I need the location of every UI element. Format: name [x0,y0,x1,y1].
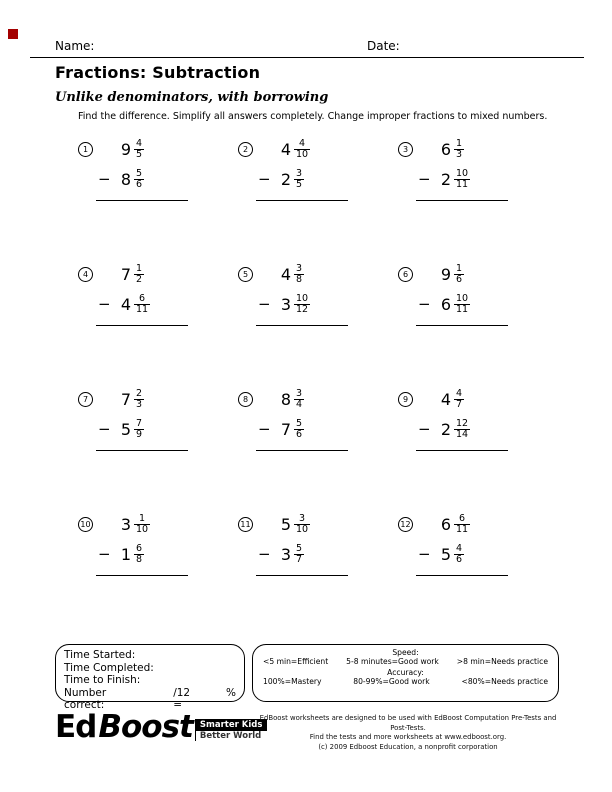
answer-line [96,325,188,326]
page-subtitle: Unlike denominators, with borrowing [55,90,329,105]
footer-note [258,714,558,752]
answer-line [416,325,508,326]
minuend-whole: 7 [120,264,131,284]
problems-grid [78,132,558,632]
subtrahend-whole: 1 [120,544,131,564]
minuend-whole: 6 [440,139,451,159]
subtrahend-fraction: $\frac{5}{7}$ [296,542,303,565]
subtrahend-whole: 5 [440,544,451,564]
minuend-fraction: $\frac{4}{10}$ [296,137,309,160]
subtrahend-whole: 5 [120,419,131,439]
minus-sign: − [98,170,111,188]
problem-work [418,382,558,451]
rubric-box [252,644,559,702]
problem-number-badge: 2 [238,142,253,157]
answer-line [256,200,348,201]
problem [78,382,238,507]
rubric-item: 80-99%=Good work [353,677,430,686]
subtrahend-whole: 7 [280,419,291,439]
subtrahend-fraction: $\frac{3}{5}$ [296,167,303,190]
answer-line [416,575,508,576]
minuend-fraction: $\frac{4}{5}$ [136,137,143,160]
minus-sign: − [418,170,431,188]
header-rule [30,57,584,58]
problem-work [258,507,398,576]
score-box [55,644,245,711]
problem-number-badge: 7 [78,392,93,407]
problem [238,132,398,257]
subtrahend-fraction: $\frac{10}{12}$ [296,292,309,315]
rubric-item: 5-8 minutes=Good work [346,657,439,666]
footer-note-line: Find the tests and more worksheets at www.edboost.org. [309,733,507,741]
score-lines [64,649,236,687]
problem [78,507,238,632]
minuend-fraction: $\frac{1}{10}$ [136,512,149,535]
instructions-text: Find the difference. Simplify all answers completely. Change improper fractions to mixed numbers. [78,111,548,122]
problem-number-badge: 10 [78,517,93,532]
number-correct-row [64,687,236,712]
problem-number-badge: 12 [398,517,413,532]
answer-line [256,575,348,576]
percent-label: % [226,686,236,699]
rubric-group [263,648,548,666]
problem [398,257,558,382]
rubric-item: <80%=Needs practice [461,677,548,686]
problem-work [418,507,558,576]
problem [398,132,558,257]
minuend-whole: 5 [280,514,291,534]
minuend-whole: 6 [440,514,451,534]
minus-sign: − [418,420,431,438]
score-line-label: Time Completed: [64,661,154,674]
subtrahend-whole: 4 [120,294,131,314]
minuend-fraction: $\frac{1}{3}$ [456,137,463,160]
problem-work [418,257,558,326]
minuend-fraction: $\frac{3}{8}$ [296,262,303,285]
minuend-fraction: $\frac{3}{4}$ [296,387,303,410]
problem [78,257,238,382]
problem-number-badge: 1 [78,142,93,157]
subtrahend-whole: 6 [440,294,451,314]
number-correct-label: Number correct: [64,686,107,711]
minuend-whole: 9 [440,264,451,284]
minuend-whole: 4 [280,264,291,284]
subtrahend-whole: 2 [440,169,451,189]
logo-boost-text: Boost [98,709,193,745]
problem-number-badge: 9 [398,392,413,407]
minuend-fraction: $\frac{1}{6}$ [456,262,463,285]
subtrahend-whole: 2 [280,169,291,189]
tagline-better-world: Better World [199,731,262,741]
minuend-whole: 4 [280,139,291,159]
logo-ed-text: Ed [55,709,97,745]
footer-note-line: (c) 2009 Edboost Education, a nonprofit corporation [318,742,498,751]
minuend-whole: 9 [120,139,131,159]
score-line-label: Time to Finish: [64,674,141,686]
minuend-whole: 8 [280,389,291,409]
problem-number-badge: 11 [238,517,253,532]
answer-line [256,325,348,326]
answer-line [256,450,348,451]
problem-work [258,132,398,201]
problem-number-badge: 6 [398,267,413,282]
subtrahend-whole: 3 [280,294,291,314]
logo-tagline [195,719,268,741]
answer-line [416,200,508,201]
problem [238,507,398,632]
subtrahend-fraction: $\frac{10}{11}$ [456,167,469,190]
problem-work [98,132,238,201]
problem [398,507,558,632]
minuend-fraction: $\frac{6}{11}$ [456,512,469,535]
tagline-smarter-kids: Smarter Kids [196,719,268,731]
rubric-group-label: Accuracy: [387,668,424,677]
subtrahend-fraction: $\frac{6}{8}$ [136,542,143,565]
answer-line [96,575,188,576]
problem-work [98,507,238,576]
answer-line [96,200,188,201]
minuend-fraction: $\frac{1}{2}$ [136,262,143,285]
minus-sign: − [258,170,271,188]
rubric-group [263,668,548,686]
subtrahend-fraction: $\frac{12}{14}$ [456,417,469,440]
score-line-label: Time Started: [64,649,136,661]
date-label: Date: [367,39,400,53]
answer-line [416,450,508,451]
minuend-fraction: $\frac{3}{10}$ [296,512,309,535]
problem [238,257,398,382]
rubric-item: >8 min=Needs practice [456,657,548,666]
answer-line [96,450,188,451]
problem-work [98,257,238,326]
minus-sign: − [258,545,271,563]
minuend-whole: 3 [120,514,131,534]
page-title: Fractions: Subtraction [55,63,261,82]
footer-note-line: EdBoost worksheets are designed to be used with EdBoost Computation Pre-Tests and Post-Tests. [259,714,557,732]
rubric-group-label: Speed: [392,648,419,657]
problem-work [98,382,238,451]
problem-number-badge: 8 [238,392,253,407]
problem-work [258,382,398,451]
minuend-whole: 7 [120,389,131,409]
problem [78,132,238,257]
subtrahend-whole: 8 [120,169,131,189]
minus-sign: − [258,420,271,438]
subtrahend-fraction: $\frac{4}{6}$ [456,542,463,565]
rubric-item: 100%=Mastery [263,677,322,686]
minus-sign: − [258,295,271,313]
red-square-marker [8,29,18,39]
problem [238,382,398,507]
number-correct-value: /12 = [173,686,191,711]
minuend-whole: 4 [440,389,451,409]
subtrahend-fraction: $\frac{10}{11}$ [456,292,469,315]
problem-number-badge: 4 [78,267,93,282]
subtrahend-whole: 3 [280,544,291,564]
subtrahend-fraction: $\frac{5}{6}$ [296,417,303,440]
minuend-fraction: $\frac{4}{7}$ [456,387,463,410]
subtrahend-fraction: $\frac{7}{9}$ [136,417,143,440]
minus-sign: − [98,295,111,313]
minus-sign: − [418,545,431,563]
subtrahend-fraction: $\frac{5}{6}$ [136,167,143,190]
problem [398,382,558,507]
minus-sign: − [98,420,111,438]
problem-number-badge: 3 [398,142,413,157]
rubric-item: <5 min=Efficient [263,657,329,666]
edboost-logo [55,710,267,744]
problem-work [258,257,398,326]
problem-work [418,132,558,201]
subtrahend-whole: 2 [440,419,451,439]
problem-number-badge: 5 [238,267,253,282]
minus-sign: − [418,295,431,313]
minus-sign: − [98,545,111,563]
minuend-fraction: $\frac{2}{3}$ [136,387,143,410]
name-label: Name: [55,39,95,53]
subtrahend-fraction: $\frac{6}{11}$ [136,292,149,315]
